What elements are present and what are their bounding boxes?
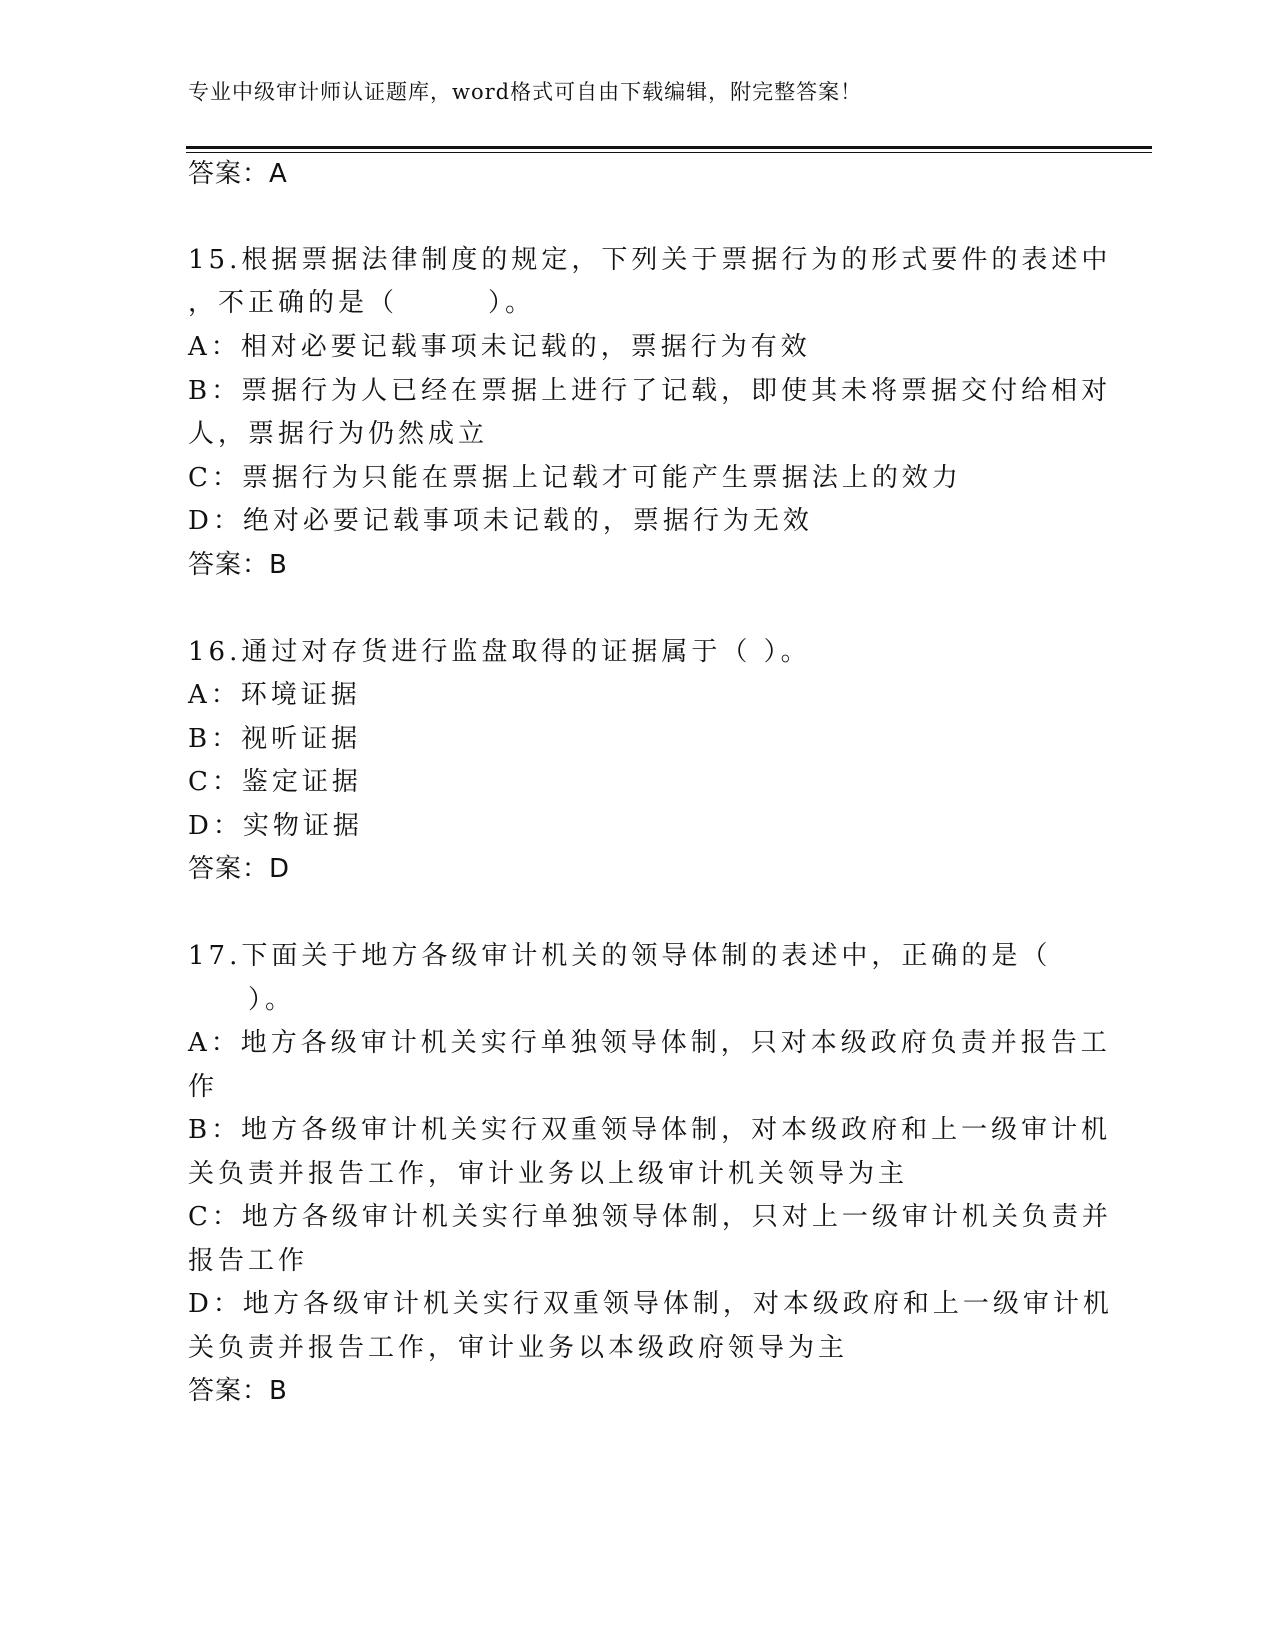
answer-previous: 答案：A: [188, 159, 288, 189]
page-header: 专业中级审计师认证题库，word格式可自由下载编辑，附完整答案！: [188, 80, 863, 104]
header-rule-thin: [186, 152, 1152, 153]
question-15-stem-line-2: ，不正确的是（ ）。: [188, 288, 536, 318]
question-17-option-a-line-1: A：地方各级审计机关实行单独领导体制，只对本级政府负责并报告工: [188, 1028, 1111, 1058]
question-17-option-d-line-2: 关负责并报告工作，审计业务以本级政府领导为主: [188, 1333, 849, 1363]
question-17-option-a-line-2: 作: [188, 1072, 219, 1102]
question-17-option-b-line-1: B：地方各级审计机关实行双重领导体制，对本级政府和上一级审计机: [188, 1115, 1112, 1145]
question-17-stem-line-2: ）。: [188, 985, 296, 1015]
question-15-answer: 答案：B: [188, 550, 288, 580]
question-16-option-d: D：实物证据: [188, 811, 363, 841]
question-17-option-c-line-1: C：地方各级审计机关实行单独领导体制，只对上一级审计机关负责并: [188, 1202, 1112, 1232]
question-16-option-c: C：鉴定证据: [188, 767, 362, 797]
question-16-answer: 答案：D: [188, 854, 291, 884]
question-16-option-b: B：视听证据: [188, 724, 362, 754]
header-rule-thick: [186, 146, 1152, 149]
question-16-option-a: A：环境证据: [188, 680, 361, 710]
question-17-option-c-line-2: 报告工作: [188, 1246, 309, 1276]
question-17-option-d-line-1: D：地方各级审计机关实行双重领导体制，对本级政府和上一级审计机: [188, 1289, 1113, 1319]
question-15-option-c: C：票据行为只能在票据上记载才可能产生票据法上的效力: [188, 463, 962, 493]
question-15-option-d: D：绝对必要记载事项未记载的，票据行为无效: [188, 506, 813, 536]
question-15-stem-line-1: 15.根据票据法律制度的规定，下列关于票据行为的形式要件的表述中: [188, 245, 1112, 275]
question-17-answer: 答案：B: [188, 1376, 288, 1406]
question-17-stem-line-1: 17.下面关于地方各级审计机关的领导体制的表述中，正确的是（: [188, 941, 1052, 971]
question-15-option-b-line-1: B：票据行为人已经在票据上进行了记载，即使其未将票据交付给相对: [188, 376, 1112, 406]
question-15-option-a: A：相对必要记载事项未记载的，票据行为有效: [188, 332, 811, 362]
question-17-option-b-line-2: 关负责并报告工作，审计业务以上级审计机关领导为主: [188, 1159, 909, 1189]
question-16-stem: 16.通过对存货进行监盘取得的证据属于（ ）。: [188, 637, 811, 667]
question-15-option-b-line-2: 人，票据行为仍然成立: [188, 419, 489, 449]
